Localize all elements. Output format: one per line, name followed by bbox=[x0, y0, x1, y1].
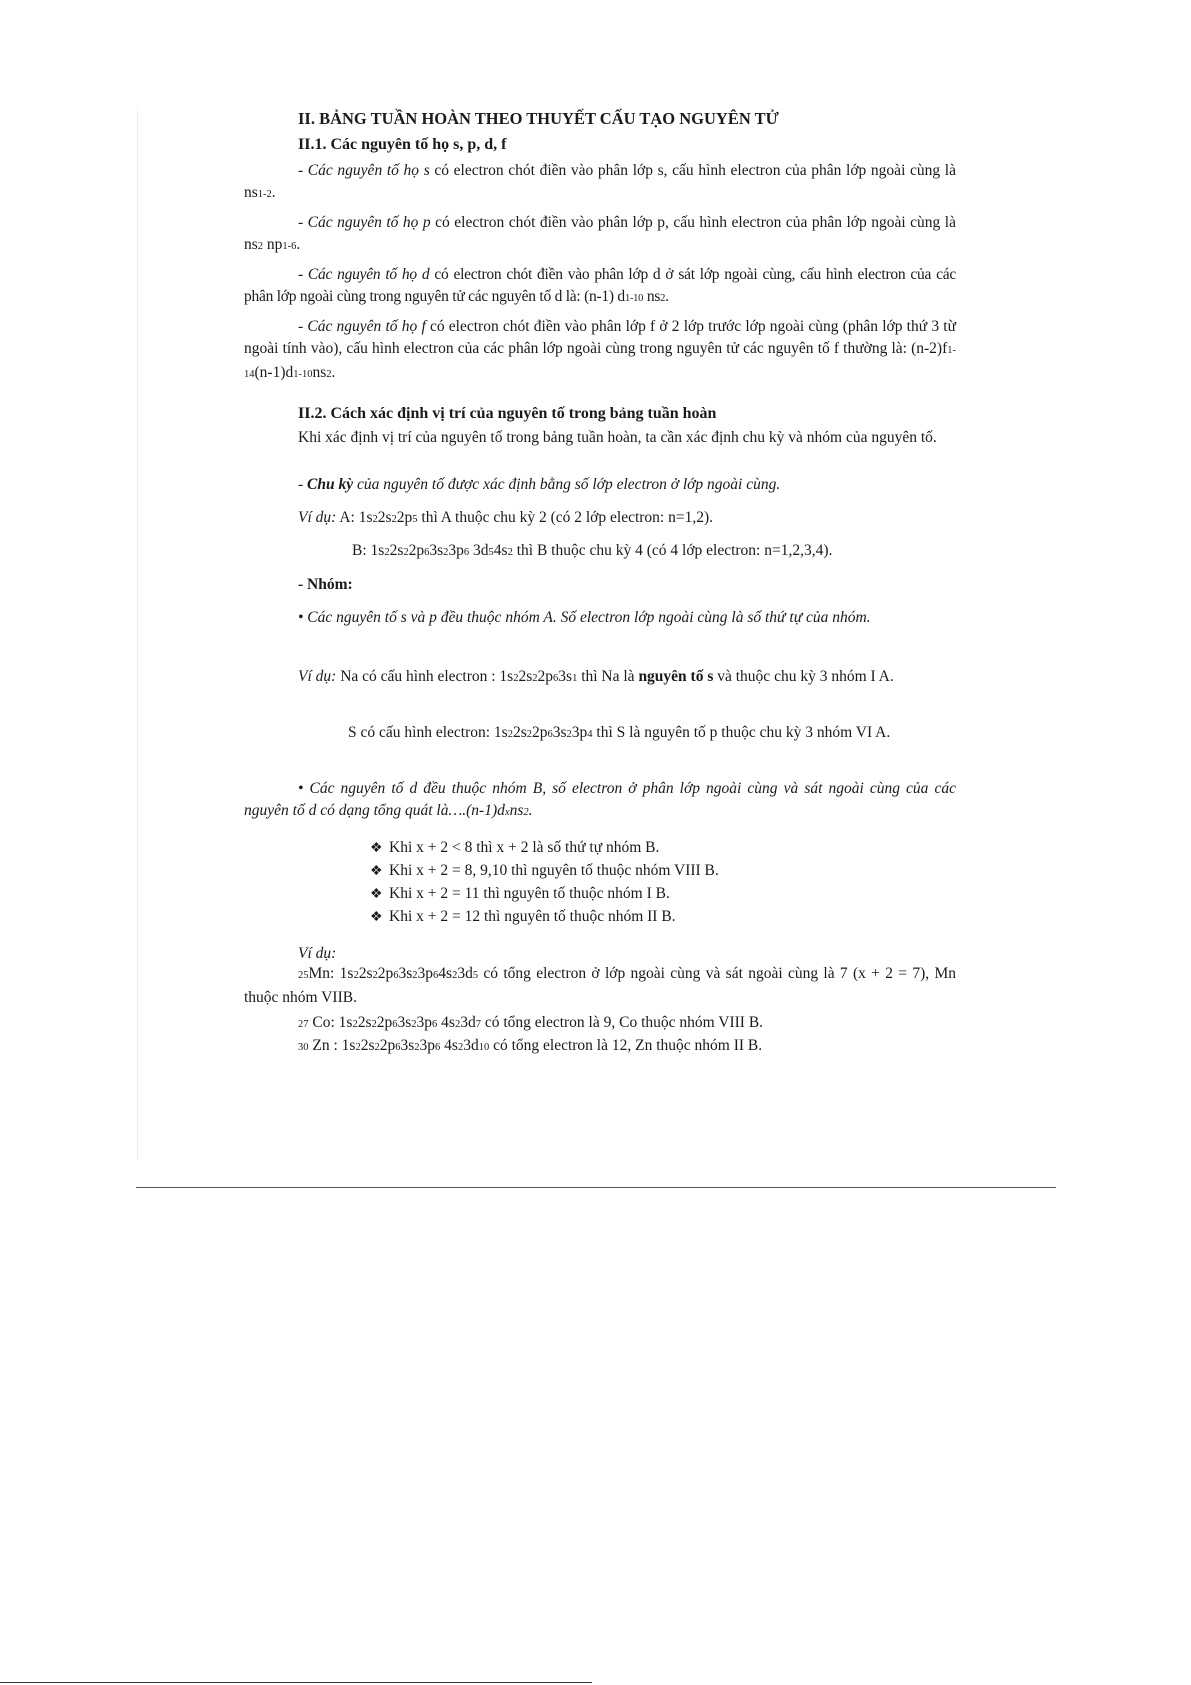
paragraph-s-block: - Các nguyên tố họ s có electron chót điền vào phân lớp s, cấu hình electron của phân lớp ngoài cùng là ns1-2. bbox=[244, 162, 956, 201]
paragraph-d-block: - Các nguyên tố họ d có electron chót điền vào phân lớp d ở sát lớp ngoài cùng, cấu hình electron của các phân lớp ngoài cùng trong nguyên tử các nguyên tố d là: (n-1) d1-10 ns2. bbox=[244, 266, 956, 305]
zn-example: 30 Zn : 1s22s22p63s23p6 4s23d10 có tổng electron là 12, Zn thuộc nhóm II B. bbox=[298, 1037, 763, 1054]
subsection-title-2: II.2. Cách xác định vị trí của nguyên tố trong bảng tuần hoàn bbox=[298, 405, 717, 422]
list-item: ❖ Khi x + 2 < 8 thì x + 2 là số thứ tự nhóm B. bbox=[370, 837, 870, 860]
period-example-a: Ví dụ: A: 1s22s22p5 thì A thuộc chu kỳ 2 (có 2 lớp electron: n=1,2). bbox=[298, 509, 714, 526]
bottom-divider bbox=[0, 1682, 592, 1683]
na-example: Ví dụ: Na có cấu hình electron : 1s22s22p63s1 thì Na là nguyên tố s và thuộc chu kỳ 3 nhóm I A. bbox=[298, 668, 894, 685]
s-example: S có cấu hình electron: 1s22s22p63s23p4 thì S là nguyên tố p thuộc chu kỳ 3 nhóm VI A. bbox=[348, 724, 891, 741]
period-example-b: B: 1s22s22p63s23p6 3d54s2 thì B thuộc chu kỳ 4 (có 4 lớp electron: n=1,2,3,4). bbox=[352, 542, 833, 559]
scan-edge bbox=[137, 110, 138, 1160]
d-group-rule: • Các nguyên tố d đều thuộc nhóm B, số electron ở phân lớp ngoài cùng và sát ngoài cùng của các nguyên tố d có dạng tổng quát là….(n-1)dxns2. bbox=[244, 780, 956, 819]
sp-group-rule: • Các nguyên tố s và p đều thuộc nhóm A. Số electron lớp ngoài cùng là số thứ tự của nhóm. bbox=[298, 609, 871, 626]
diamond-bullet-icon: ❖ bbox=[370, 864, 383, 879]
d-group-rules-list bbox=[370, 837, 870, 929]
diamond-bullet-icon: ❖ bbox=[370, 910, 383, 925]
diamond-bullet-icon: ❖ bbox=[370, 887, 383, 902]
period-rule: - Chu kỳ của nguyên tố được xác định bằng số lớp electron ở lớp ngoài cùng. bbox=[298, 476, 781, 493]
list-item: ❖ Khi x + 2 = 8, 9,10 thì nguyên tố thuộc nhóm VIII B. bbox=[370, 860, 870, 883]
co-example: 27 Co: 1s22s22p63s23p6 4s23d7 có tổng electron là 9, Co thuộc nhóm VIII B. bbox=[298, 1014, 764, 1031]
position-intro: Khi xác định vị trí của nguyên tố trong bảng tuần hoàn, ta cần xác định chu kỳ và nhóm của nguyên tố. bbox=[298, 429, 937, 446]
section-title: II. BẢNG TUẦN HOÀN THEO THUYẾT CẤU TẠO NGUYÊN TỬ bbox=[298, 109, 779, 128]
paragraph-p-block: - Các nguyên tố họ p có electron chót điền vào phân lớp p, cấu hình electron của phân lớp ngoài cùng là ns2 np1-6. bbox=[244, 214, 956, 253]
subsection-title-1: II.1. Các nguyên tố họ s, p, d, f bbox=[298, 136, 507, 153]
d-example-label: Ví dụ: bbox=[298, 945, 337, 962]
list-item: ❖ Khi x + 2 = 11 thì nguyên tố thuộc nhóm I B. bbox=[370, 883, 870, 906]
diamond-bullet-icon: ❖ bbox=[370, 841, 383, 856]
list-item: ❖ Khi x + 2 = 12 thì nguyên tố thuộc nhóm II B. bbox=[370, 906, 870, 929]
mn-example: 25Mn: 1s22s22p63s23p64s23d5 có tổng electron ở lớp ngoài cùng và sát ngoài cùng là 7 (x + 2 = 7), Mn thuộc nhóm VIIB. bbox=[244, 965, 956, 1006]
group-heading: - Nhóm: bbox=[298, 576, 353, 593]
paragraph-f-block: - Các nguyên tố họ f có electron chót điền vào phân lớp f ở 2 lớp trước lớp ngoài cùng (phân lớp thứ 3 từ ngoài tính vào), cấu hình electron của các phân lớp ngoài cùng trong nguyên tử các nguyên tố f thường là: (n-2)f1-14(n-1)d1-10ns2. bbox=[244, 318, 956, 381]
page-divider bbox=[136, 1187, 1056, 1188]
